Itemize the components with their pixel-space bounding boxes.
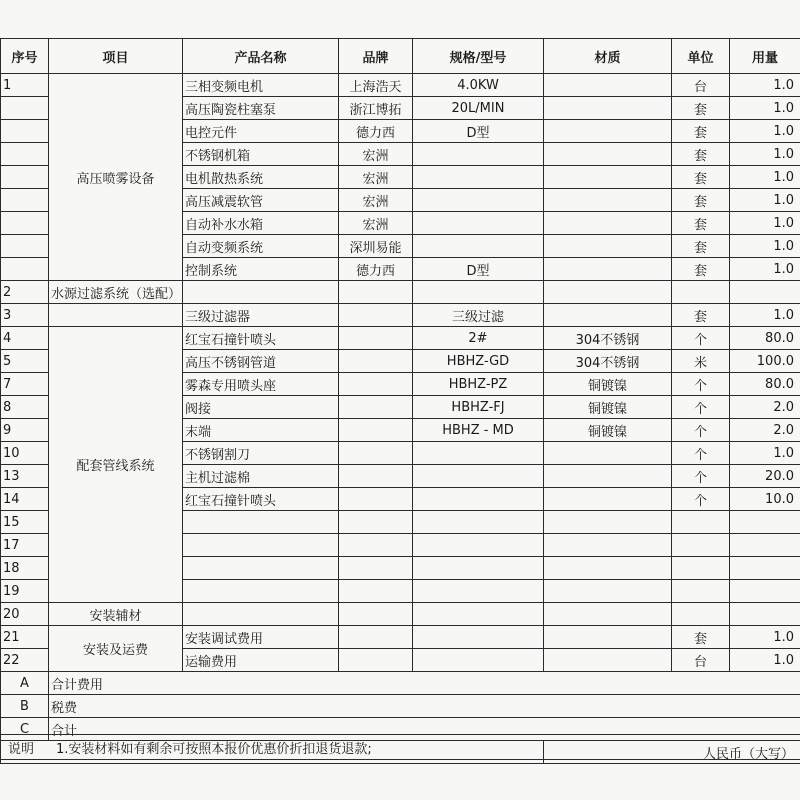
- name-cell: 高压减震软管: [183, 189, 339, 212]
- name-cell: [183, 557, 339, 580]
- spec-cell: 20L/MIN: [413, 97, 544, 120]
- brand-cell: [339, 511, 413, 534]
- qty-cell: 2.0: [730, 419, 800, 442]
- qty-cell: 2.0: [730, 396, 800, 419]
- unit-cell: [672, 281, 730, 304]
- seq-cell: 20: [1, 603, 49, 626]
- seq-cell: 9: [1, 419, 49, 442]
- qty-cell: 1.0: [730, 166, 800, 189]
- unit-cell: 个: [672, 488, 730, 511]
- unit-cell: 套: [672, 166, 730, 189]
- unit-cell: [672, 557, 730, 580]
- seq-cell: [1, 97, 49, 120]
- spec-cell: 三级过滤: [413, 304, 544, 327]
- spec-cell: [413, 281, 544, 304]
- unit-cell: 个: [672, 442, 730, 465]
- material-cell: [544, 143, 672, 166]
- seq-cell: 18: [1, 557, 49, 580]
- seq-cell: 14: [1, 488, 49, 511]
- material-cell: [544, 580, 672, 603]
- seq-cell: [1, 166, 49, 189]
- seq-cell: 13: [1, 465, 49, 488]
- material-cell: [544, 649, 672, 672]
- qty-cell: 100.0: [730, 350, 800, 373]
- seq-cell: 21: [1, 626, 49, 649]
- name-cell: 运输费用: [183, 649, 339, 672]
- unit-cell: 套: [672, 143, 730, 166]
- item-cell: 高压喷雾设备: [49, 74, 183, 281]
- brand-cell: [339, 488, 413, 511]
- unit-cell: 米: [672, 350, 730, 373]
- material-cell: [544, 304, 672, 327]
- brand-cell: [339, 373, 413, 396]
- seq-cell: [1, 120, 49, 143]
- brand-cell: [339, 350, 413, 373]
- item-cell: 水源过滤系统（选配）: [49, 281, 183, 304]
- seq-cell: 2: [1, 281, 49, 304]
- spec-cell: D型: [413, 258, 544, 281]
- brand-cell: 深圳易能: [339, 235, 413, 258]
- material-cell: 304不锈钢: [544, 327, 672, 350]
- name-cell: 不锈钢机箱: [183, 143, 339, 166]
- qty-cell: [730, 534, 800, 557]
- seq-cell: [1, 189, 49, 212]
- brand-cell: 宏洲: [339, 212, 413, 235]
- summary-label: 合计: [49, 718, 800, 741]
- spec-cell: HBHZ-GD: [413, 350, 544, 373]
- material-cell: [544, 120, 672, 143]
- material-cell: [544, 97, 672, 120]
- col-header: 项目: [49, 39, 183, 74]
- spec-cell: [413, 534, 544, 557]
- spec-cell: [413, 212, 544, 235]
- brand-cell: 德力西: [339, 120, 413, 143]
- brand-cell: [339, 626, 413, 649]
- seq-cell: [1, 212, 49, 235]
- qty-cell: 1.0: [730, 189, 800, 212]
- name-cell: [183, 281, 339, 304]
- spec-cell: [413, 235, 544, 258]
- name-cell: [183, 511, 339, 534]
- table-row: [1, 304, 800, 327]
- brand-cell: 上海浩天: [339, 74, 413, 97]
- brand-cell: [339, 442, 413, 465]
- unit-cell: 套: [672, 212, 730, 235]
- unit-cell: [672, 580, 730, 603]
- unit-cell: 套: [672, 304, 730, 327]
- qty-cell: 1.0: [730, 235, 800, 258]
- unit-cell: 套: [672, 235, 730, 258]
- col-header: 材质: [544, 39, 672, 74]
- seq-cell: 7: [1, 373, 49, 396]
- qty-cell: 1.0: [730, 258, 800, 281]
- name-cell: 三级过滤器: [183, 304, 339, 327]
- summary-row: [1, 695, 800, 718]
- name-cell: 高压不锈钢管道: [183, 350, 339, 373]
- material-cell: [544, 235, 672, 258]
- table-row: [1, 281, 800, 304]
- unit-cell: 个: [672, 396, 730, 419]
- note-label: 说明: [8, 742, 35, 757]
- col-header: 品牌: [339, 39, 413, 74]
- spec-cell: HBHZ-PZ: [413, 373, 544, 396]
- brand-cell: [339, 580, 413, 603]
- spec-cell: [413, 143, 544, 166]
- name-cell: 主机过滤棉: [183, 465, 339, 488]
- unit-cell: 个: [672, 419, 730, 442]
- name-cell: 红宝石撞针喷头: [183, 327, 339, 350]
- name-cell: [183, 580, 339, 603]
- unit-cell: 套: [672, 120, 730, 143]
- summary-label: 税费: [49, 695, 800, 718]
- material-cell: [544, 557, 672, 580]
- material-cell: [544, 74, 672, 97]
- unit-cell: [672, 534, 730, 557]
- name-cell: 红宝石撞针喷头: [183, 488, 339, 511]
- qty-cell: 1.0: [730, 442, 800, 465]
- seq-cell: [1, 258, 49, 281]
- seq-cell: 19: [1, 580, 49, 603]
- unit-cell: 台: [672, 74, 730, 97]
- rmb-label: 人民币（大写）: [544, 741, 800, 764]
- qty-cell: [730, 603, 800, 626]
- spec-cell: 4.0KW: [413, 74, 544, 97]
- qty-cell: [730, 580, 800, 603]
- brand-cell: 德力西: [339, 258, 413, 281]
- spec-cell: [413, 488, 544, 511]
- name-cell: 三相变频电机: [183, 74, 339, 97]
- qty-cell: 1.0: [730, 74, 800, 97]
- brand-cell: 浙江博拓: [339, 97, 413, 120]
- material-cell: [544, 166, 672, 189]
- qty-cell: [730, 511, 800, 534]
- spec-cell: [413, 189, 544, 212]
- unit-cell: 台: [672, 649, 730, 672]
- spec-cell: HBHZ - MD: [413, 419, 544, 442]
- material-cell: [544, 465, 672, 488]
- spec-cell: D型: [413, 120, 544, 143]
- material-cell: [544, 534, 672, 557]
- qty-cell: 20.0: [730, 465, 800, 488]
- col-header: 单位: [672, 39, 730, 74]
- item-cell: 安装辅材: [49, 603, 183, 626]
- brand-cell: [339, 534, 413, 557]
- qty-cell: 80.0: [730, 373, 800, 396]
- spec-cell: [413, 580, 544, 603]
- col-header: 规格/型号: [413, 39, 544, 74]
- name-cell: 高压陶瓷柱塞泵: [183, 97, 339, 120]
- qty-cell: 10.0: [730, 488, 800, 511]
- seq-cell: 5: [1, 350, 49, 373]
- header-row: [1, 39, 800, 74]
- seq-cell: 17: [1, 534, 49, 557]
- spec-cell: [413, 557, 544, 580]
- qty-cell: 1.0: [730, 649, 800, 672]
- item-cell: 安装及运费: [49, 626, 183, 672]
- qty-cell: 80.0: [730, 327, 800, 350]
- brand-cell: [339, 281, 413, 304]
- material-cell: [544, 212, 672, 235]
- spec-cell: [413, 626, 544, 649]
- qty-cell: 1.0: [730, 212, 800, 235]
- summary-label: 合计费用: [49, 672, 800, 695]
- seq-cell: [1, 235, 49, 258]
- summary-seq: C: [1, 718, 49, 741]
- qty-cell: [730, 557, 800, 580]
- name-cell: 雾森专用喷头座: [183, 373, 339, 396]
- name-cell: 电控元件: [183, 120, 339, 143]
- qty-cell: 1.0: [730, 120, 800, 143]
- item-cell: [49, 304, 183, 327]
- name-cell: 自动补水水箱: [183, 212, 339, 235]
- name-cell: [183, 603, 339, 626]
- material-cell: [544, 511, 672, 534]
- qty-cell: 1.0: [730, 143, 800, 166]
- qty-cell: 1.0: [730, 304, 800, 327]
- material-cell: 铜镀镍: [544, 396, 672, 419]
- material-cell: [544, 488, 672, 511]
- unit-cell: 个: [672, 373, 730, 396]
- unit-cell: 套: [672, 97, 730, 120]
- qty-cell: 1.0: [730, 626, 800, 649]
- name-cell: 末端: [183, 419, 339, 442]
- qty-cell: [730, 281, 800, 304]
- seq-cell: 3: [1, 304, 49, 327]
- seq-cell: 22: [1, 649, 49, 672]
- unit-cell: 个: [672, 327, 730, 350]
- summary-seq: A: [1, 672, 49, 695]
- name-cell: 自动变频系统: [183, 235, 339, 258]
- unit-cell: 套: [672, 189, 730, 212]
- seq-cell: 4: [1, 327, 49, 350]
- brand-cell: 宏洲: [339, 189, 413, 212]
- summary-row: [1, 672, 800, 695]
- brand-cell: 宏洲: [339, 166, 413, 189]
- spec-cell: [413, 603, 544, 626]
- spec-cell: [413, 511, 544, 534]
- col-header: 产品名称: [183, 39, 339, 74]
- spec-cell: [413, 166, 544, 189]
- seq-cell: 10: [1, 442, 49, 465]
- name-cell: 电机散热系统: [183, 166, 339, 189]
- material-cell: 铜镀镍: [544, 373, 672, 396]
- name-cell: 不锈钢割刀: [183, 442, 339, 465]
- spec-cell: [413, 649, 544, 672]
- unit-cell: [672, 603, 730, 626]
- summary-seq: B: [1, 695, 49, 718]
- seq-cell: 1: [1, 74, 49, 97]
- material-cell: [544, 189, 672, 212]
- spec-cell: 2#: [413, 327, 544, 350]
- brand-cell: 宏洲: [339, 143, 413, 166]
- qty-cell: 1.0: [730, 97, 800, 120]
- table-row: [1, 74, 800, 97]
- name-cell: [183, 534, 339, 557]
- material-cell: [544, 603, 672, 626]
- unit-cell: 个: [672, 465, 730, 488]
- note-text: 1.安装材料如有剩余可按照本报价优惠价折扣退货退款;: [56, 742, 372, 757]
- material-cell: 铜镀镍: [544, 419, 672, 442]
- spec-cell: [413, 442, 544, 465]
- brand-cell: [339, 603, 413, 626]
- material-cell: [544, 258, 672, 281]
- brand-cell: [339, 304, 413, 327]
- table-row: [1, 626, 800, 649]
- name-cell: 阀接: [183, 396, 339, 419]
- unit-cell: 套: [672, 258, 730, 281]
- table-row: [1, 327, 800, 350]
- brand-cell: [339, 649, 413, 672]
- material-cell: [544, 281, 672, 304]
- material-cell: [544, 442, 672, 465]
- spec-cell: HBHZ-FJ: [413, 396, 544, 419]
- brand-cell: [339, 327, 413, 350]
- seq-cell: [1, 143, 49, 166]
- note-row: [0, 734, 800, 760]
- brand-cell: [339, 557, 413, 580]
- col-header: 用量: [730, 39, 800, 74]
- col-header: 序号: [1, 39, 49, 74]
- unit-cell: [672, 511, 730, 534]
- name-cell: 安装调试费用: [183, 626, 339, 649]
- name-cell: 控制系统: [183, 258, 339, 281]
- quote-table: [0, 38, 800, 764]
- item-cell: 配套管线系统: [49, 327, 183, 603]
- brand-cell: [339, 396, 413, 419]
- material-cell: [544, 626, 672, 649]
- material-cell: 304不锈钢: [544, 350, 672, 373]
- seq-cell: 8: [1, 396, 49, 419]
- unit-cell: 套: [672, 626, 730, 649]
- brand-cell: [339, 419, 413, 442]
- spec-cell: [413, 465, 544, 488]
- seq-cell: 15: [1, 511, 49, 534]
- brand-cell: [339, 465, 413, 488]
- table-row: [1, 603, 800, 626]
